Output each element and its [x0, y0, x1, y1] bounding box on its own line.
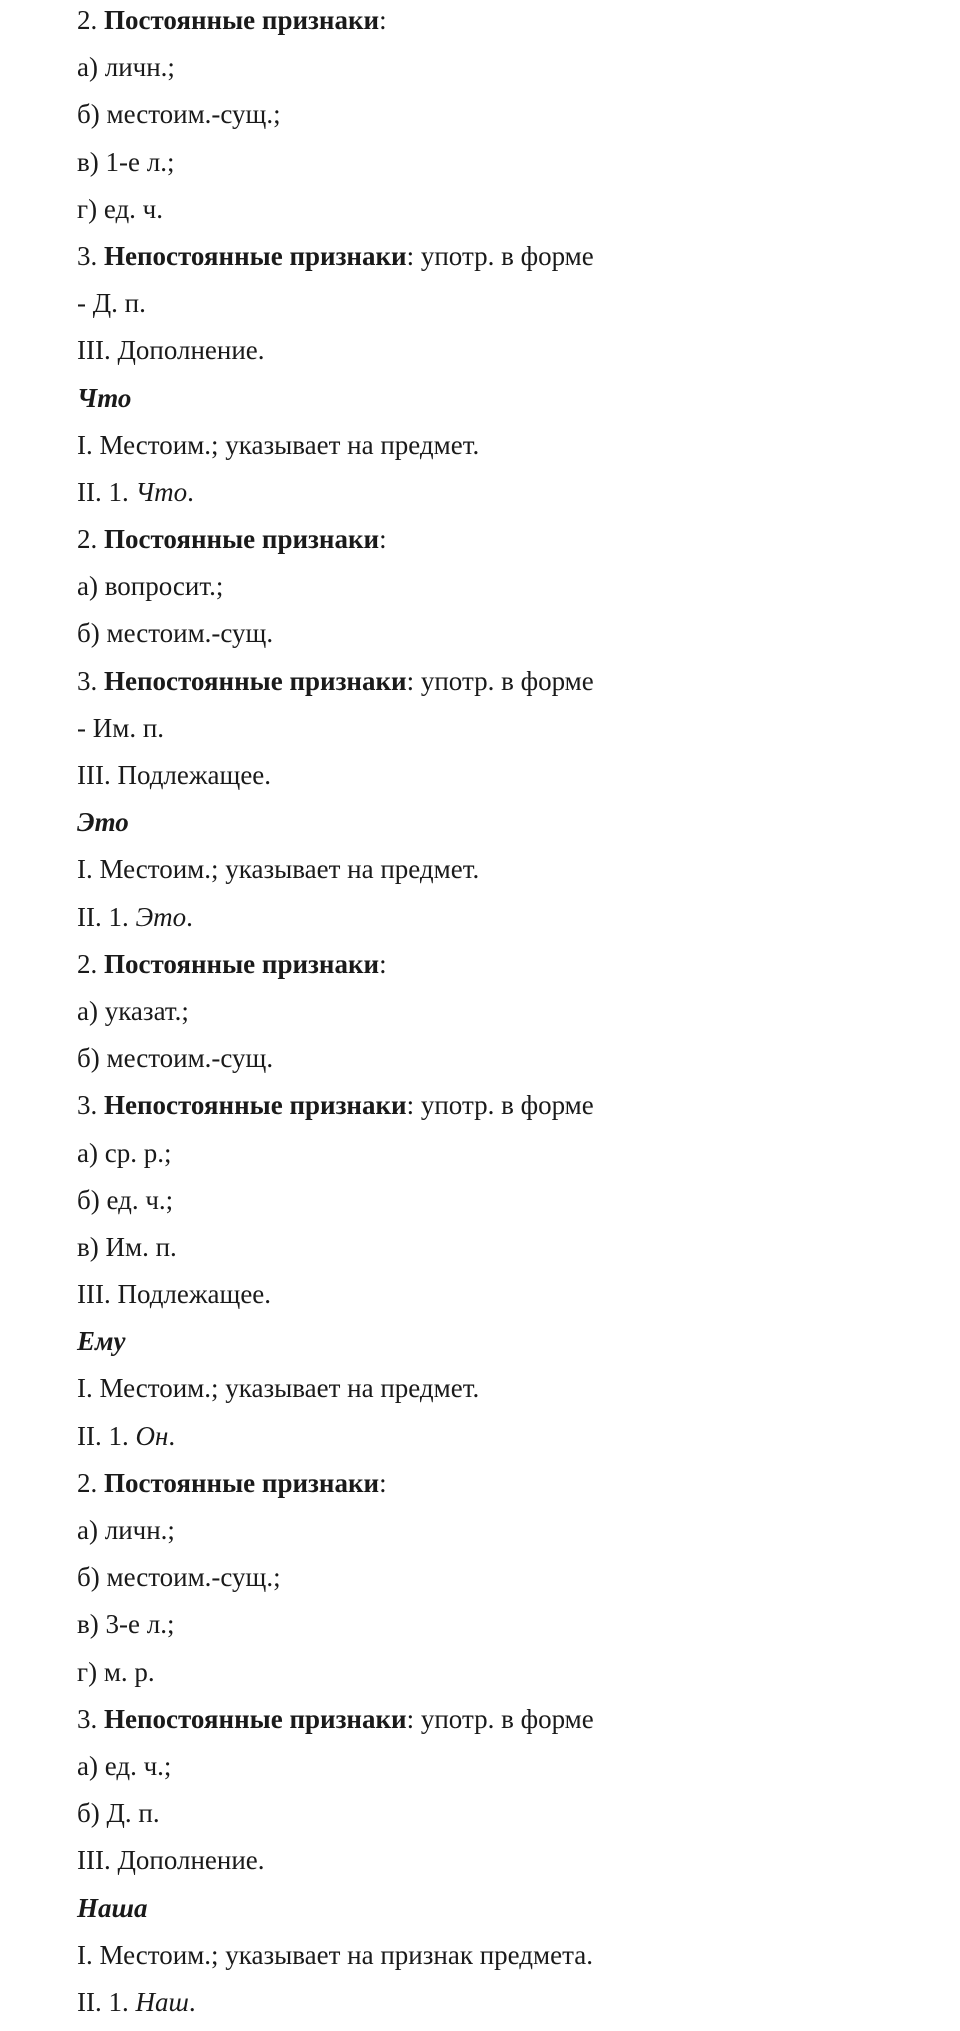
line-text: III. Подлежащее. [77, 1279, 272, 1310]
line-prefix: 3. [77, 1703, 104, 1734]
line-text: б) местоим.-сущ.; [77, 99, 281, 130]
text-line [77, 946, 960, 993]
line-text: а) указат.; [77, 995, 189, 1026]
line-text: а) вопросит.; [77, 571, 224, 602]
italic-word: Это [135, 901, 187, 932]
line-suffix: . [187, 476, 194, 507]
text-line [77, 238, 960, 285]
line-suffix: : употр. в форме [406, 665, 594, 696]
text-line [77, 191, 960, 238]
line-text: в) 1-е л.; [77, 146, 175, 177]
text-line [77, 710, 960, 757]
text-line [77, 1135, 960, 1182]
line-text: I. Местоим.; указывает на признак предмета. [77, 1939, 593, 1970]
text-line [77, 1040, 960, 1087]
line-suffix: : [379, 1467, 387, 1498]
line-suffix: . [188, 1986, 196, 2017]
bold-term: Постоянные признаки [104, 1467, 380, 1498]
text-line [77, 1748, 960, 1795]
text-line [77, 568, 960, 615]
line-text: I. Местоим.; указывает на предмет. [77, 1373, 480, 1404]
text-line [77, 285, 960, 332]
text-line [77, 757, 960, 804]
bold-term: Непостоянные признаки [104, 1703, 407, 1734]
bold-term: Непостоянные признаки [104, 240, 407, 271]
text-line [77, 2, 960, 49]
text-line [77, 899, 960, 946]
text-line [77, 96, 960, 143]
text-line [77, 521, 960, 568]
text-line [77, 1842, 960, 1889]
line-text: г) м. р. [77, 1656, 155, 1687]
text-line [77, 663, 960, 710]
line-text: - Им. п. [77, 712, 165, 743]
line-text: III. Дополнение. [77, 1845, 265, 1876]
line-suffix: : [379, 948, 387, 979]
italic-word: Он [135, 1420, 169, 1451]
section-heading [77, 1890, 960, 1937]
text-line [77, 1229, 960, 1276]
text-line [77, 332, 960, 379]
line-prefix: 2. [77, 1467, 104, 1498]
italic-word: Наш [135, 1986, 189, 2017]
line-text: а) ср. р.; [77, 1137, 172, 1168]
line-text: III. Подлежащее. [77, 760, 272, 790]
line-text: в) Им. п. [77, 1231, 177, 1262]
text-line [77, 993, 960, 1040]
bold-term: Непостоянные признаки [104, 665, 407, 696]
line-prefix: 2. [77, 524, 104, 555]
line-suffix: : употр. в форме [406, 240, 594, 271]
line-prefix: 3. [77, 240, 104, 271]
line-suffix: : употр. в форме [406, 1090, 594, 1121]
line-text: б) Д. п. [77, 1798, 160, 1829]
text-line [77, 1512, 960, 1559]
line-text: г) ед. ч. [77, 193, 164, 224]
bold-term: Непостоянные признаки [104, 1090, 407, 1121]
text-line [77, 1418, 960, 1465]
line-text: б) ед. ч.; [77, 1184, 174, 1215]
text-line [77, 144, 960, 191]
section-heading [77, 1323, 960, 1370]
line-prefix: 2. [77, 948, 104, 979]
line-suffix: . [168, 1420, 176, 1451]
heading-text: Наша [77, 1892, 148, 1923]
text-line [77, 1087, 960, 1134]
text-line [77, 1701, 960, 1748]
section-heading [77, 380, 960, 427]
text-line [77, 1795, 960, 1842]
bold-term: Постоянные признаки [104, 524, 380, 555]
line-text: - Д. п. [77, 288, 146, 319]
line-text: I. Местоим.; указывает на предмет. [77, 429, 480, 460]
line-prefix: II. 1. [77, 476, 136, 507]
heading-text: Ему [77, 1326, 126, 1357]
text-line [77, 1559, 960, 1606]
text-line [77, 1465, 960, 1512]
line-prefix: II. 1. [77, 1420, 136, 1451]
line-text: а) личн.; [77, 52, 175, 83]
line-suffix: : употр. в форме [406, 1703, 594, 1734]
text-line [77, 1984, 960, 2031]
text-line [77, 49, 960, 96]
line-prefix: 2. [77, 5, 104, 35]
line-text: а) ед. ч.; [77, 1750, 172, 1781]
line-text: б) местоим.-сущ. [77, 618, 274, 649]
line-suffix: . [186, 901, 193, 932]
heading-text: Что [77, 382, 132, 413]
line-suffix: : [379, 524, 387, 555]
section-heading [77, 804, 960, 851]
line-suffix: : [379, 5, 387, 35]
text-line [77, 1276, 960, 1323]
line-prefix: II. 1. [77, 1986, 136, 2017]
line-text: б) местоим.-сущ. [77, 1043, 274, 1074]
bold-term: Постоянные признаки [104, 5, 380, 35]
line-prefix: 3. [77, 665, 104, 696]
line-text: III. Дополнение. [77, 335, 265, 366]
text-line [77, 1654, 960, 1701]
text-line [77, 1370, 960, 1417]
text-line [77, 615, 960, 662]
line-prefix: II. 1. [77, 901, 136, 932]
line-prefix: 3. [77, 1090, 104, 1121]
heading-text: Это [77, 807, 129, 838]
line-text: I. Местоим.; указывает на предмет. [77, 854, 480, 885]
italic-word: Что [135, 476, 188, 507]
text-line [77, 474, 960, 521]
text-line [77, 1937, 960, 1984]
text-line [77, 1606, 960, 1653]
line-text: а) личн.; [77, 1515, 175, 1545]
line-text: б) местоим.-сущ.; [77, 1562, 281, 1593]
text-line [77, 851, 960, 898]
text-line [77, 1182, 960, 1229]
line-text: в) 3-е л.; [77, 1609, 175, 1640]
bold-term: Постоянные признаки [104, 948, 380, 979]
text-line [77, 427, 960, 474]
